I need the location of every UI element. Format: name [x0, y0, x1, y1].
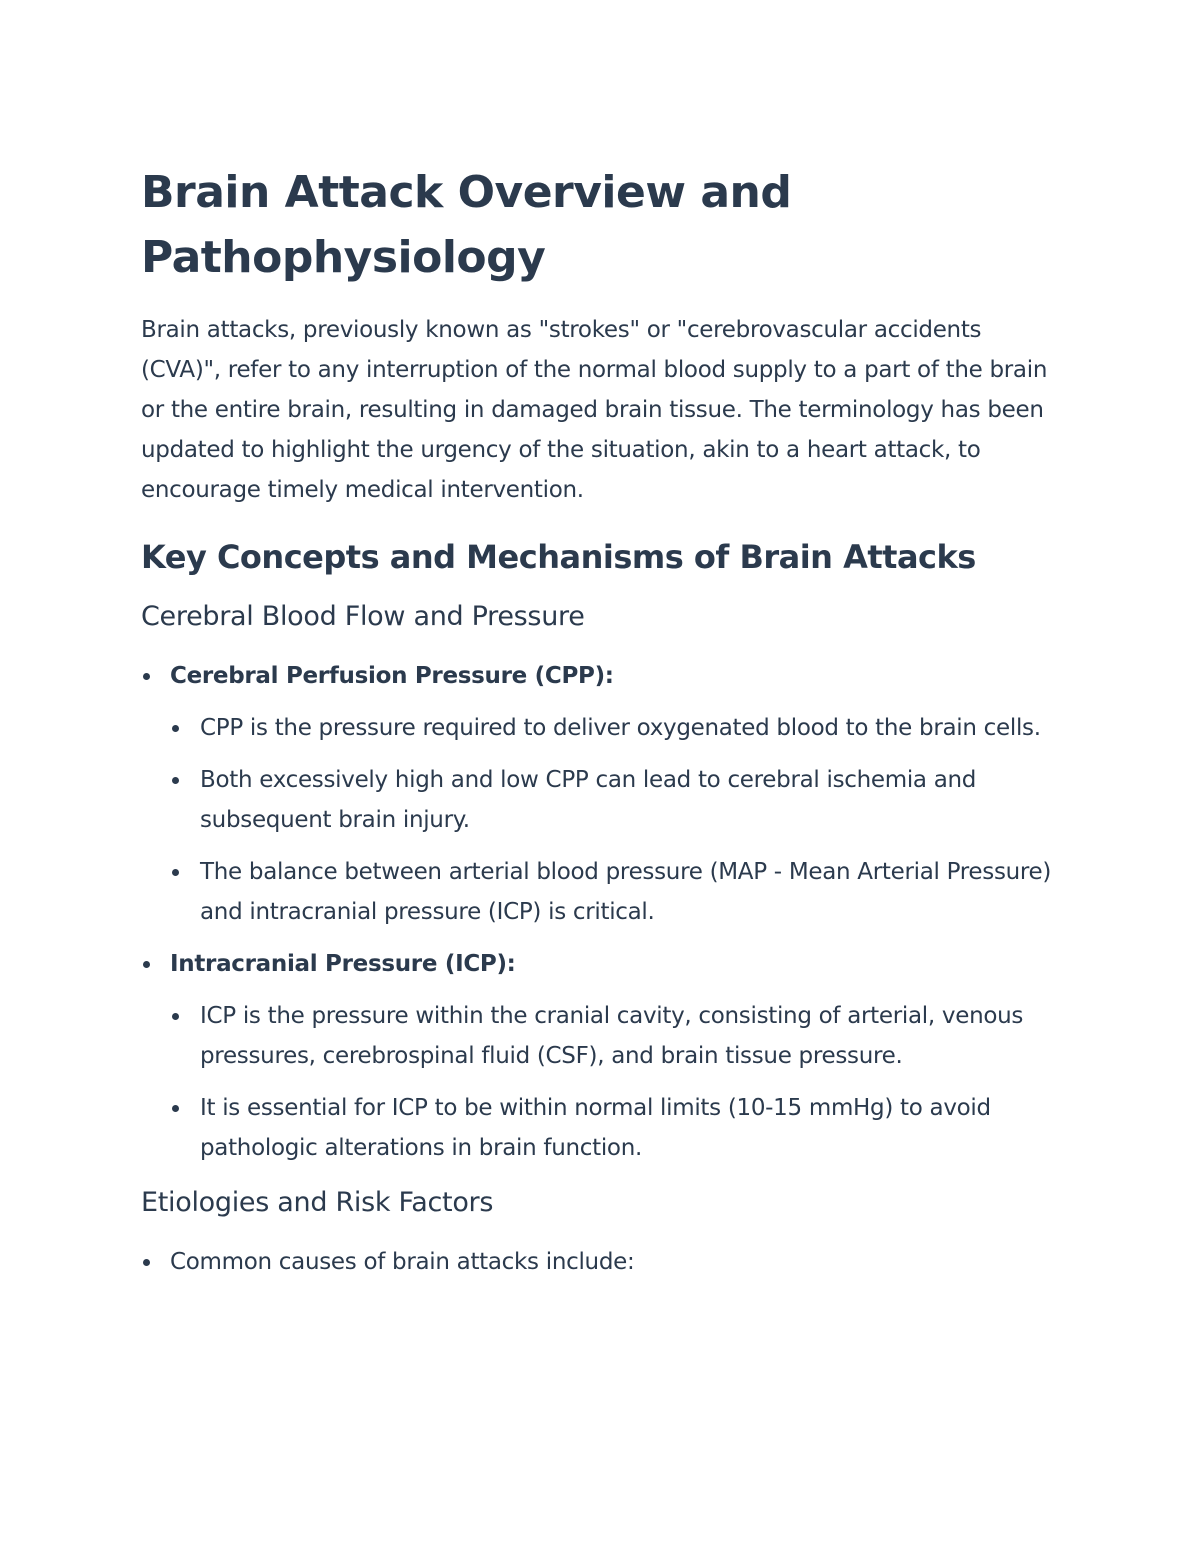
list-item-text: The balance between arterial blood pressure (MAP - Mean Arterial Pressure) and intracranial pressure (ICP) is critical. [200, 859, 1052, 925]
bullet-icon [172, 1013, 179, 1020]
page-title: Brain Attack Overview and Pathophysiology [141, 167, 792, 283]
bullet-icon [143, 673, 150, 680]
etiologies-list [141, 1242, 1066, 1282]
document-page [141, 160, 1066, 1282]
subsection-heading-blood-flow: Cerebral Blood Flow and Pressure [141, 601, 585, 632]
cpp-sublist [170, 708, 1066, 932]
list-item [141, 1242, 1066, 1282]
list-item-text: It is essential for ICP to be within normal limits (10-15 mmHg) to avoid pathologic alterations in brain function. [200, 1095, 991, 1161]
bullet-icon [172, 869, 179, 876]
blood-flow-list [141, 656, 1066, 1168]
list-item [170, 708, 1066, 748]
list-item-text: CPP is the pressure required to deliver oxygenated blood to the brain cells. [200, 715, 1041, 741]
list-item-label: Cerebral Perfusion Pressure (CPP): [170, 663, 614, 689]
list-item-label: Intracranial Pressure (ICP): [170, 951, 516, 977]
list-item [170, 996, 1066, 1076]
section-heading: Key Concepts and Mechanisms of Brain Attacks [141, 538, 976, 576]
bullet-icon [143, 1259, 150, 1266]
subsection-heading-etiologies: Etiologies and Risk Factors [141, 1187, 494, 1218]
list-item [170, 852, 1066, 932]
list-item [170, 1088, 1066, 1168]
intro-paragraph: Brain attacks, previously known as "strokes" or "cerebrovascular accidents (CVA)", refer to any interruption of the normal blood supply to a part of the brain or the entire brain, resulting in damaged brain tissue. The terminology has been updated to highlight the urgency of the situation, akin to a heart attack, to encourage timely medical intervention. [141, 317, 1048, 503]
list-item-cpp [141, 656, 1066, 932]
list-item-text: ICP is the pressure within the cranial cavity, consisting of arterial, venous pressures, cerebrospinal fluid (CSF), and brain tissue pressure. [200, 1003, 1024, 1069]
list-item-text: Common causes of brain attacks include: [170, 1249, 635, 1275]
bullet-icon [172, 777, 179, 784]
bullet-icon [172, 1105, 179, 1112]
bullet-icon [172, 725, 179, 732]
list-item [170, 760, 1066, 840]
bullet-icon [143, 961, 150, 968]
list-item-icp [141, 944, 1066, 1168]
list-item-text: Both excessively high and low CPP can lead to cerebral ischemia and subsequent brain injury. [200, 767, 977, 833]
icp-sublist [170, 996, 1066, 1168]
